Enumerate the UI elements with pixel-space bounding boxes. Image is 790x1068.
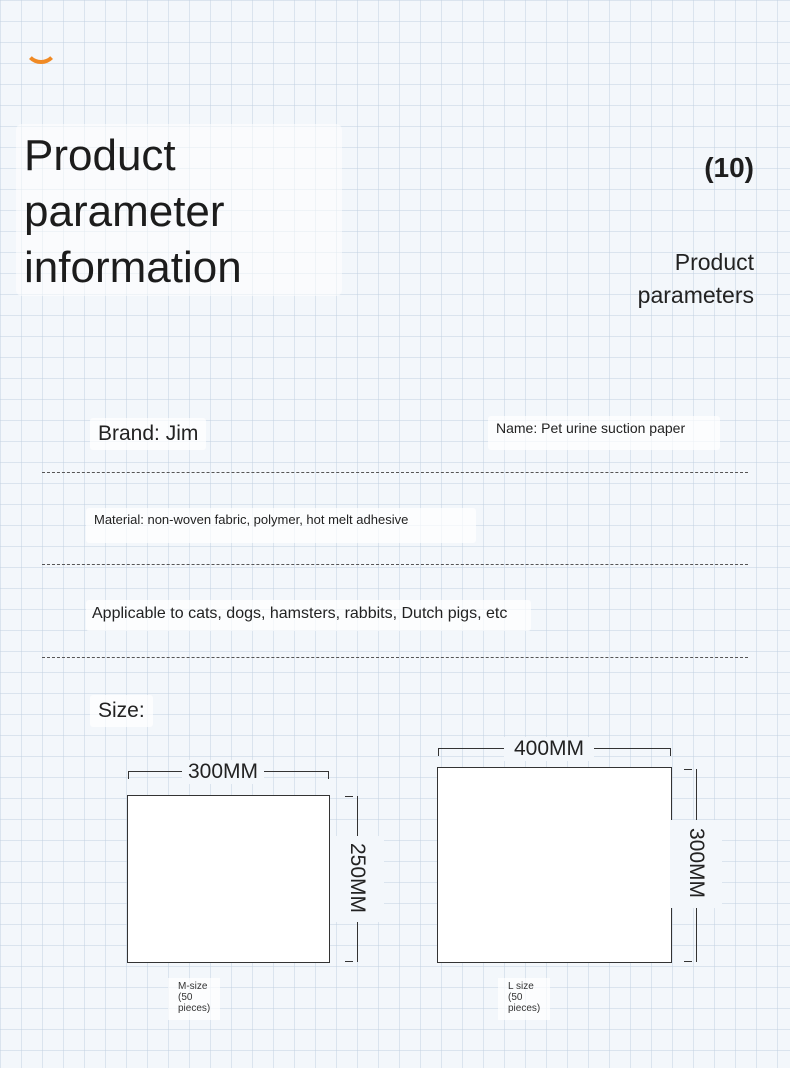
height-tick [345,796,353,797]
size-caption: L size (50 pieces) [498,978,550,1020]
width-label: 300MM [182,760,264,784]
product-name-label: Name: Pet urine suction paper [488,416,720,450]
section-number: (10) [704,152,754,183]
size-label: Size: [90,695,153,727]
width-tick [328,771,329,779]
brand-label: Brand: Jim [90,418,206,450]
page-title [24,128,344,296]
height-tick [345,961,353,962]
width-tick [670,748,671,756]
smile-arc-icon [24,30,58,64]
divider [42,564,748,565]
title-line: information [24,243,242,292]
width-label: 400MM [504,737,594,761]
size-caption: M-size (50 pieces) [168,978,220,1020]
width-tick [128,771,129,779]
title-line: Product [24,131,176,180]
size-rectangle [127,795,330,963]
section-subtitle [554,246,754,312]
height-label: 300MM [685,827,708,899]
size-rectangle [437,767,672,963]
divider [42,472,748,473]
material-label: Material: non-woven fabric, polymer, hot melt adhesive [86,508,476,543]
width-tick [438,748,439,756]
divider [42,657,748,658]
subtitle-line: parameters [637,282,754,308]
applicable-label: Applicable to cats, dogs, hamsters, rabbits, Dutch pigs, etc [86,600,531,631]
height-tick [684,769,692,770]
height-label: 250MM [346,842,369,914]
subtitle-line: Product [674,249,754,275]
title-line: parameter [24,187,225,236]
height-tick [684,961,692,962]
